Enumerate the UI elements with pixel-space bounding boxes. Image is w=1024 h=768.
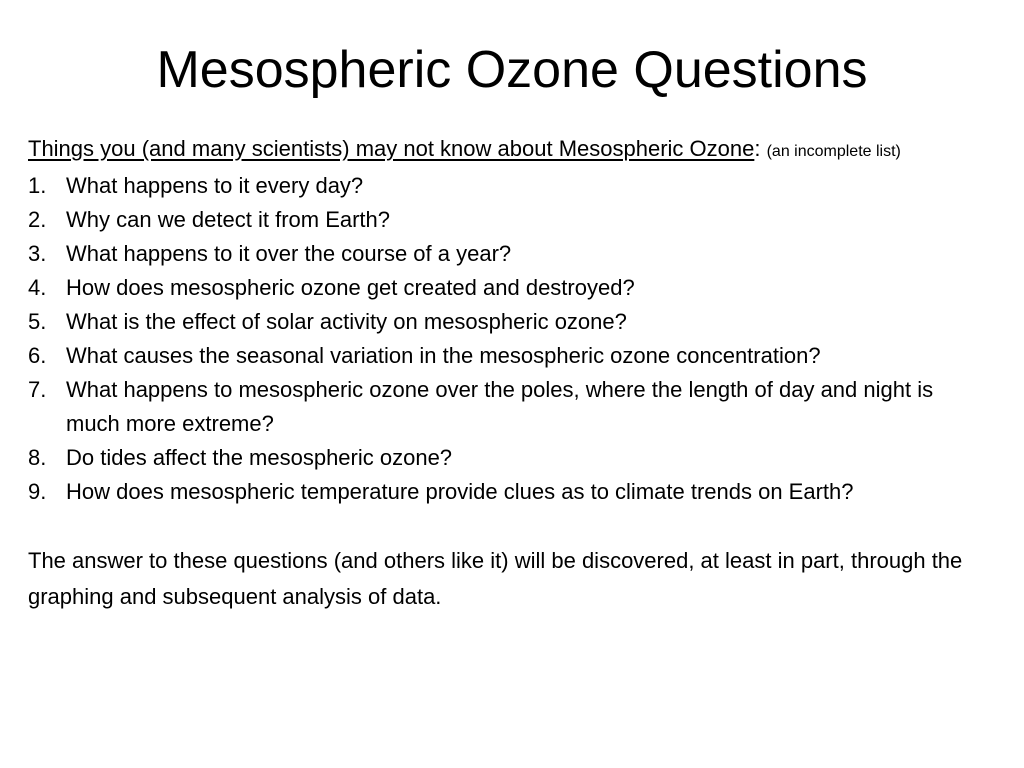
question-item — [28, 339, 978, 373]
question-list — [28, 169, 978, 509]
question-text: What happens to mesospheric ozone over the poles, where the length of day and night is much more extreme? — [66, 377, 934, 436]
question-text: Do tides affect the mesospheric ozone? — [66, 445, 453, 470]
question-text: What is the effect of solar activity on mesospheric ozone? — [66, 309, 627, 334]
question-number: 5. — [28, 309, 47, 334]
intro-separator: : — [754, 136, 761, 161]
question-item — [28, 237, 978, 271]
question-item — [28, 271, 978, 305]
question-item — [28, 475, 978, 509]
question-text: What happens to it every day? — [66, 173, 364, 198]
slide-title: Mesospheric Ozone Questions — [156, 41, 868, 99]
question-number: 1. — [28, 173, 47, 198]
question-number: 2. — [28, 207, 47, 232]
intro-note: (an incomplete list) — [766, 143, 901, 160]
question-item — [28, 203, 978, 237]
slide-content — [28, 134, 978, 615]
question-item — [28, 305, 978, 339]
question-number: 3. — [28, 241, 47, 266]
intro-heading: Things you (and many scientists) may not know about Mesospheric Ozone — [28, 136, 755, 161]
conclusion-paragraph: The answer to these questions (and others like it) will be discovered, at least in part, through the graphing and subsequent analysis of data. — [28, 548, 963, 609]
question-number: 6. — [28, 343, 47, 368]
question-text: What causes the seasonal variation in the mesospheric ozone concentration? — [66, 343, 821, 368]
question-number: 4. — [28, 275, 47, 300]
question-text: How does mesospheric temperature provide clues as to climate trends on Earth? — [66, 479, 854, 504]
question-item — [28, 373, 978, 441]
question-item — [28, 169, 978, 203]
intro-paragraph — [28, 134, 978, 167]
question-text: What happens to it over the course of a year? — [66, 241, 512, 266]
question-text: How does mesospheric ozone get created and destroyed? — [66, 275, 635, 300]
question-number: 9. — [28, 479, 47, 504]
question-item — [28, 441, 978, 475]
question-number: 8. — [28, 445, 47, 470]
question-number: 7. — [28, 377, 47, 402]
question-text: Why can we detect it from Earth? — [66, 207, 391, 232]
